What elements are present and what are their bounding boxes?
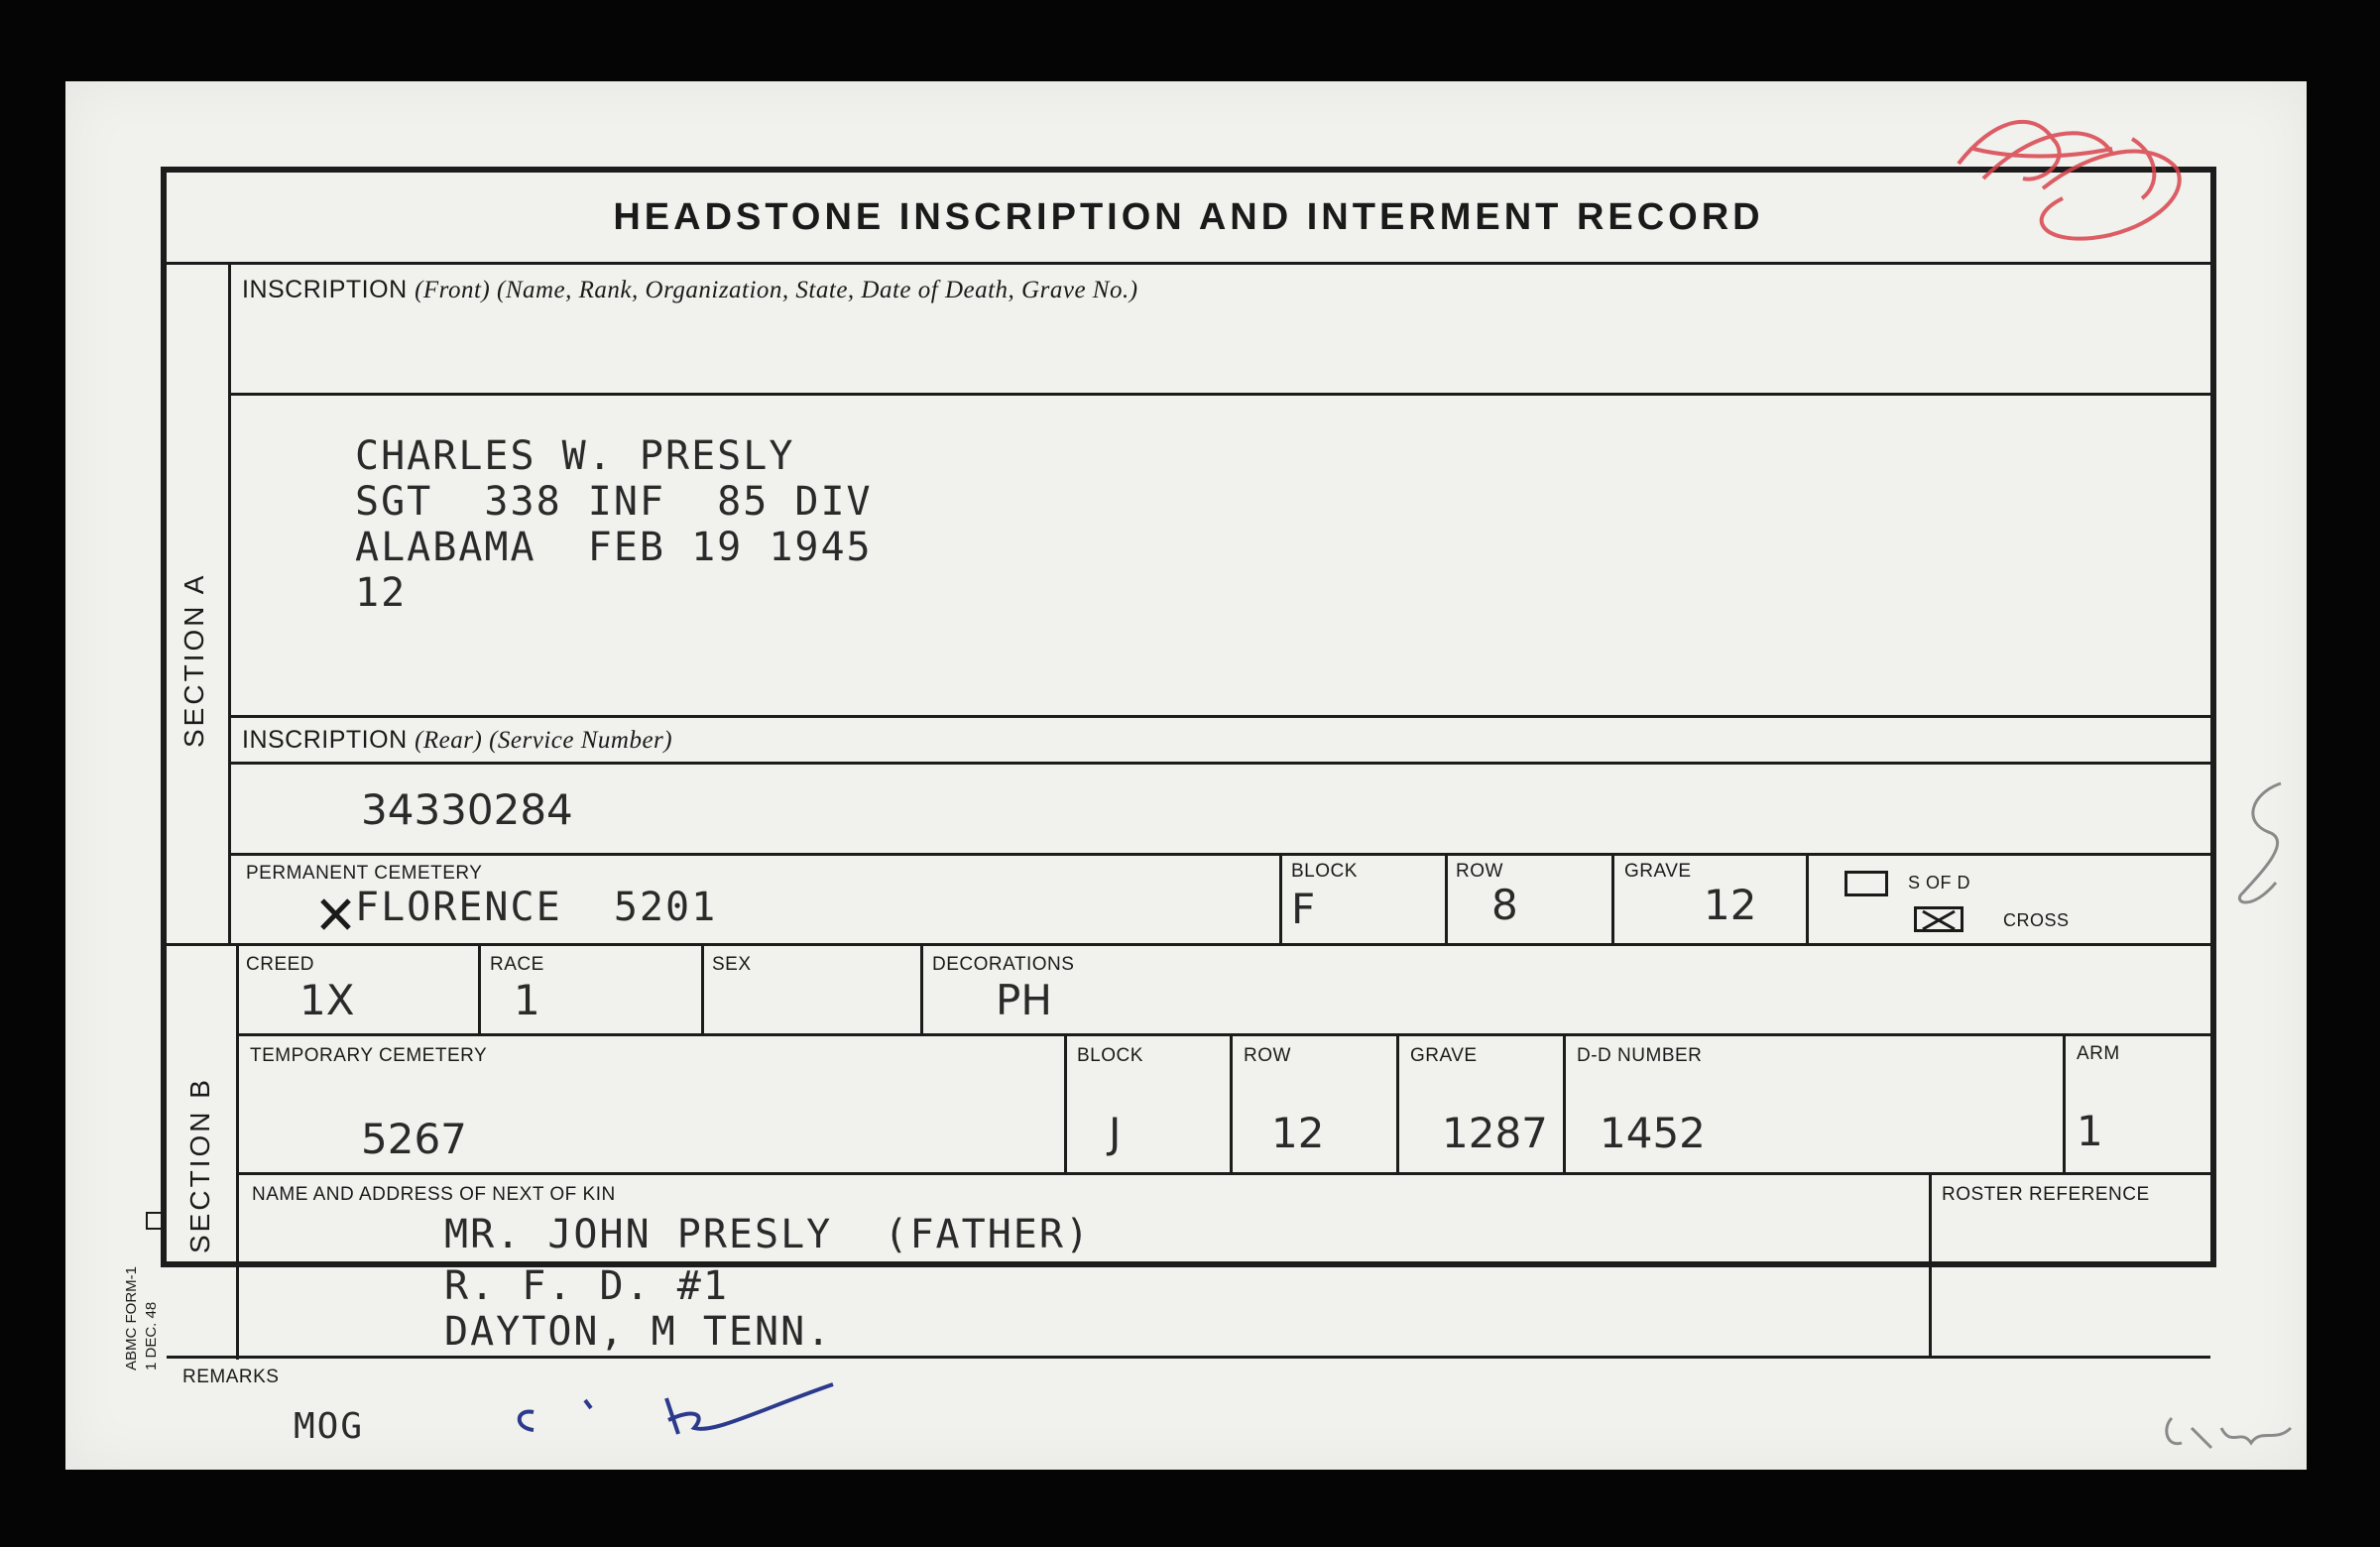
arm-label: ARM — [2077, 1043, 2120, 1064]
rule — [167, 1356, 2210, 1359]
decorations-label: DECORATIONS — [932, 954, 1075, 975]
rule — [236, 1033, 2216, 1036]
temporary-grave-label: GRAVE — [1410, 1045, 1478, 1066]
inscription-front-label — [242, 276, 1138, 304]
inscription-line-state-date: ALABAMA FEB 19 1945 — [355, 525, 873, 570]
inscription-line-grave: 12 — [355, 570, 408, 616]
inscription-line-name: CHARLES W. PRESLY — [355, 433, 795, 479]
permanent-cemetery-label: PERMANENT CEMETERY — [246, 863, 483, 884]
temporary-row-value: 12 — [1271, 1109, 1325, 1157]
rule — [236, 1172, 2216, 1175]
form-checkbox[interactable] — [146, 1212, 164, 1230]
temporary-grave-value: 1287 — [1442, 1109, 1548, 1157]
next-of-kin-label: NAME AND ADDRESS OF NEXT OF KIN — [252, 1184, 616, 1205]
rule — [1806, 853, 1809, 944]
race-value: 1 — [514, 976, 540, 1024]
roster-reference-label: ROSTER REFERENCE — [1942, 1184, 2150, 1205]
rule — [1064, 1033, 1067, 1174]
rule — [1230, 1033, 1233, 1174]
inscription-rear-label — [242, 726, 672, 755]
sex-label: SEX — [712, 954, 752, 975]
rule — [478, 943, 481, 1034]
rule — [920, 943, 923, 1034]
next-of-kin-line-city: DAYTON, M TENN. — [444, 1309, 833, 1355]
permanent-row-label: ROW — [1456, 861, 1503, 882]
service-number: 34330284 — [361, 785, 573, 834]
rule — [2063, 1033, 2066, 1174]
inscription-rear-label-italic: (Rear) (Service Number) — [415, 727, 673, 754]
creed-label: CREED — [246, 954, 315, 975]
temporary-block-label: BLOCK — [1077, 1045, 1143, 1066]
race-label: RACE — [490, 954, 544, 975]
footer-stamp: MOG — [294, 1406, 365, 1447]
dd-number-label: D-D NUMBER — [1577, 1045, 1703, 1066]
creed-value: 1X — [299, 976, 355, 1024]
remarks-label: REMARKS — [182, 1367, 280, 1387]
temporary-block-value: J — [1109, 1109, 1122, 1157]
permanent-cemetery-value: FLORENCE 5201 — [355, 885, 718, 930]
rule — [236, 943, 239, 1360]
form-card — [65, 81, 2307, 1470]
dd-number-value: 1452 — [1600, 1109, 1706, 1157]
rule — [228, 262, 231, 946]
form-frame — [161, 167, 2216, 1387]
rule — [167, 943, 2210, 946]
temporary-cemetery-label: TEMPORARY CEMETERY — [250, 1045, 488, 1066]
permanent-grave-label: GRAVE — [1624, 861, 1692, 882]
inscription-front-label-italic: (Front) (Name, Rank, Organization, State, Date of Death, Grave No.) — [415, 277, 1138, 303]
section-b-label: SECTION B — [184, 1077, 215, 1253]
decorations-value: PH — [996, 976, 1052, 1024]
rule — [1445, 853, 1448, 944]
form-title: HEADSTONE INSCRIPTION AND INTERMENT RECORD — [613, 195, 1764, 238]
temporary-row-label: ROW — [1244, 1045, 1291, 1066]
permanent-grave-value: 12 — [1704, 881, 1757, 929]
rule — [228, 853, 2216, 856]
temporary-cemetery-value: 5267 — [361, 1115, 467, 1163]
arm-value: 1 — [2077, 1107, 2103, 1155]
next-of-kin-line-name: MR. JOHN PRESLY (FATHER) — [444, 1212, 1092, 1257]
inscription-line-rank: SGT 338 INF 85 DIV — [355, 479, 873, 525]
sofd-checkbox[interactable] — [1844, 871, 1888, 896]
rule — [1611, 853, 1614, 944]
rule — [228, 762, 2216, 765]
inscription-rear-label-main: INSCRIPTION — [242, 726, 408, 754]
permanent-block-label: BLOCK — [1291, 861, 1358, 882]
form-code: ABMC FORM-1 — [123, 1266, 140, 1370]
permanent-row-value: 8 — [1491, 881, 1518, 929]
rule — [228, 715, 2216, 718]
rule — [1563, 1033, 1566, 1174]
cross-label: CROSS — [2003, 910, 2070, 930]
next-of-kin-line-rfd: R. F. D. #1 — [444, 1263, 729, 1309]
rule — [228, 393, 2216, 396]
form-date: 1 DEC. 48 — [143, 1301, 160, 1370]
check-x-icon — [1917, 909, 1961, 929]
rule — [701, 943, 704, 1034]
cross-checkbox[interactable] — [1914, 906, 1964, 932]
section-a-label: SECTION A — [178, 572, 209, 748]
rule — [1396, 1033, 1399, 1174]
inscription-front-label-main: INSCRIPTION — [242, 276, 408, 303]
rule — [1279, 853, 1282, 944]
rule — [1929, 1172, 1932, 1359]
sofd-label: S OF D — [1908, 873, 1971, 892]
rule — [167, 262, 2210, 265]
permanent-block-value: F — [1291, 885, 1316, 933]
